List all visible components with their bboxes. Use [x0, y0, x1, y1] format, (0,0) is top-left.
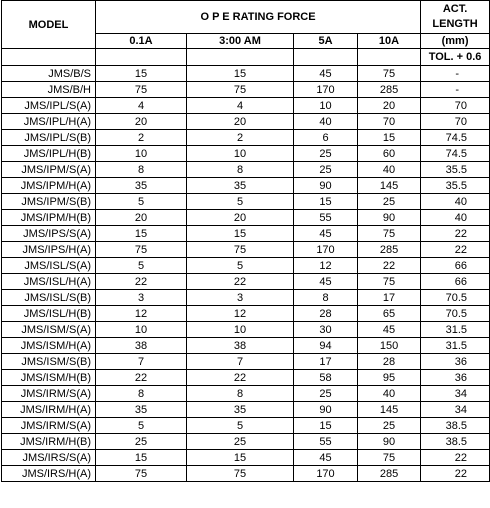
force-3am-cell: 20 — [187, 114, 294, 130]
force-3am-cell: 20 — [187, 210, 294, 226]
act-length-cell: 35.5 — [421, 178, 490, 194]
force-0-1a-cell: 20 — [96, 114, 187, 130]
model-cell: JMS/ISM/S(A) — [2, 322, 96, 338]
model-cell: JMS/IPS/S(A) — [2, 226, 96, 242]
force-10a-cell: 90 — [358, 434, 421, 450]
force-3am-cell: 3 — [187, 290, 294, 306]
force-3am-cell: 38 — [187, 338, 294, 354]
table-row — [2, 210, 490, 226]
table-row — [2, 290, 490, 306]
act-length-cell: 40 — [421, 194, 490, 210]
table-row — [2, 322, 490, 338]
operating-force-table — [1, 0, 490, 482]
force-3am-cell: 22 — [187, 274, 294, 290]
unit-header: (mm) — [421, 34, 490, 49]
force-0-1a-cell: 3 — [96, 290, 187, 306]
force-0-1a-cell: 5 — [96, 258, 187, 274]
force-10a-cell: 40 — [358, 162, 421, 178]
act-length-cell: 31.5 — [421, 322, 490, 338]
force-5a-cell: 58 — [294, 370, 358, 386]
header-row-tolerance — [2, 49, 490, 66]
force-5a-cell: 94 — [294, 338, 358, 354]
force-3am-cell: 5 — [187, 418, 294, 434]
force-10a-cell: 75 — [358, 450, 421, 466]
table-row — [2, 146, 490, 162]
force-10a-cell: 40 — [358, 386, 421, 402]
force-10a-cell: 25 — [358, 194, 421, 210]
model-cell: JMS/IRM/H(B) — [2, 434, 96, 450]
act-length-header: ACT. LENGTH — [421, 1, 490, 34]
table-row — [2, 434, 490, 450]
force-5a-cell: 55 — [294, 434, 358, 450]
force-3am-cell: 75 — [187, 82, 294, 98]
table-body — [2, 1, 490, 482]
force-5a-cell: 170 — [294, 82, 358, 98]
act-length-cell: - — [421, 82, 490, 98]
act-length-cell: 34 — [421, 386, 490, 402]
force-0-1a-cell: 8 — [96, 386, 187, 402]
act-length-cell: 66 — [421, 274, 490, 290]
force-3am-cell: 75 — [187, 466, 294, 482]
table-row — [2, 130, 490, 146]
force-5a-cell: 25 — [294, 146, 358, 162]
table-row — [2, 242, 490, 258]
model-cell: JMS/IRM/S(A) — [2, 386, 96, 402]
force-0-1a-cell: 12 — [96, 306, 187, 322]
act-length-cell: 66 — [421, 258, 490, 274]
act-length-cell: 70 — [421, 114, 490, 130]
force-5a-cell: 90 — [294, 402, 358, 418]
model-cell: JMS/ISL/S(A) — [2, 258, 96, 274]
table-row — [2, 258, 490, 274]
act-length-cell: - — [421, 66, 490, 82]
table-row — [2, 226, 490, 242]
model-cell: JMS/ISM/H(B) — [2, 370, 96, 386]
col-header-5a: 5A — [294, 34, 358, 49]
force-10a-cell: 75 — [358, 226, 421, 242]
force-5a-cell: 45 — [294, 226, 358, 242]
force-5a-cell: 28 — [294, 306, 358, 322]
force-0-1a-cell: 4 — [96, 98, 187, 114]
force-0-1a-cell: 5 — [96, 194, 187, 210]
force-3am-cell: 35 — [187, 402, 294, 418]
force-5a-cell: 55 — [294, 210, 358, 226]
table-row — [2, 450, 490, 466]
force-3am-cell: 12 — [187, 306, 294, 322]
force-10a-cell: 15 — [358, 130, 421, 146]
force-5a-cell: 45 — [294, 274, 358, 290]
model-cell: JMS/IPS/H(A) — [2, 242, 96, 258]
model-cell: JMS/ISL/H(B) — [2, 306, 96, 322]
act-length-cell: 22 — [421, 242, 490, 258]
force-5a-cell: 30 — [294, 322, 358, 338]
model-cell: JMS/ISM/H(A) — [2, 338, 96, 354]
force-10a-cell: 285 — [358, 466, 421, 482]
act-length-cell: 70 — [421, 98, 490, 114]
table-row — [2, 162, 490, 178]
table-row — [2, 178, 490, 194]
force-0-1a-cell: 75 — [96, 242, 187, 258]
force-10a-cell: 45 — [358, 322, 421, 338]
col-header-0-1a: 0.1A — [96, 34, 187, 49]
force-0-1a-cell: 15 — [96, 450, 187, 466]
force-3am-cell: 25 — [187, 434, 294, 450]
force-10a-cell: 90 — [358, 210, 421, 226]
operating-force-header: O P E RATING FORCE — [96, 1, 421, 34]
model-cell: JMS/IPM/S(B) — [2, 194, 96, 210]
blank-cell — [358, 49, 421, 66]
act-length-cell: 34 — [421, 402, 490, 418]
force-0-1a-cell: 22 — [96, 370, 187, 386]
table-row — [2, 82, 490, 98]
force-5a-cell: 25 — [294, 386, 358, 402]
force-5a-cell: 15 — [294, 418, 358, 434]
act-length-cell: 36 — [421, 354, 490, 370]
force-0-1a-cell: 10 — [96, 146, 187, 162]
force-0-1a-cell: 38 — [96, 338, 187, 354]
force-10a-cell: 145 — [358, 178, 421, 194]
force-10a-cell: 22 — [358, 258, 421, 274]
model-cell: JMS/IPL/H(A) — [2, 114, 96, 130]
force-0-1a-cell: 35 — [96, 402, 187, 418]
force-5a-cell: 45 — [294, 66, 358, 82]
force-3am-cell: 75 — [187, 242, 294, 258]
table-row — [2, 338, 490, 354]
col-header-10a: 10A — [358, 34, 421, 49]
table-row — [2, 274, 490, 290]
force-10a-cell: 95 — [358, 370, 421, 386]
model-cell: JMS/IRS/S(A) — [2, 450, 96, 466]
act-length-cell: 36 — [421, 370, 490, 386]
model-cell: JMS/ISL/S(B) — [2, 290, 96, 306]
force-10a-cell: 150 — [358, 338, 421, 354]
act-length-cell: 35.5 — [421, 162, 490, 178]
act-length-cell: 38.5 — [421, 434, 490, 450]
force-0-1a-cell: 75 — [96, 466, 187, 482]
force-3am-cell: 10 — [187, 146, 294, 162]
model-cell: JMS/ISM/S(B) — [2, 354, 96, 370]
act-length-cell: 70.5 — [421, 290, 490, 306]
force-10a-cell: 60 — [358, 146, 421, 162]
force-3am-cell: 15 — [187, 226, 294, 242]
force-10a-cell: 28 — [358, 354, 421, 370]
force-0-1a-cell: 75 — [96, 82, 187, 98]
blank-cell — [96, 49, 187, 66]
force-5a-cell: 6 — [294, 130, 358, 146]
force-0-1a-cell: 25 — [96, 434, 187, 450]
table-row — [2, 370, 490, 386]
model-cell: JMS/IRM/H(A) — [2, 402, 96, 418]
act-length-cell: 22 — [421, 450, 490, 466]
model-cell: JMS/IPL/S(A) — [2, 98, 96, 114]
model-cell: JMS/IPM/H(B) — [2, 210, 96, 226]
force-5a-cell: 25 — [294, 162, 358, 178]
model-cell: JMS/IRM/S(A) — [2, 418, 96, 434]
force-10a-cell: 75 — [358, 66, 421, 82]
act-length-cell: 31.5 — [421, 338, 490, 354]
force-10a-cell: 25 — [358, 418, 421, 434]
table-row — [2, 98, 490, 114]
tolerance-header: TOL. + 0.6 — [421, 49, 490, 66]
force-0-1a-cell: 2 — [96, 130, 187, 146]
force-3am-cell: 5 — [187, 258, 294, 274]
table-row — [2, 66, 490, 82]
model-cell: JMS/IPL/H(B) — [2, 146, 96, 162]
force-0-1a-cell: 20 — [96, 210, 187, 226]
force-3am-cell: 7 — [187, 354, 294, 370]
act-length-cell: 40 — [421, 210, 490, 226]
force-3am-cell: 15 — [187, 450, 294, 466]
table-row — [2, 386, 490, 402]
force-5a-cell: 170 — [294, 242, 358, 258]
force-10a-cell: 20 — [358, 98, 421, 114]
force-10a-cell: 75 — [358, 274, 421, 290]
force-0-1a-cell: 5 — [96, 418, 187, 434]
header-row-top — [2, 1, 490, 34]
table-row — [2, 466, 490, 482]
force-0-1a-cell: 15 — [96, 226, 187, 242]
force-10a-cell: 70 — [358, 114, 421, 130]
force-5a-cell: 8 — [294, 290, 358, 306]
force-5a-cell: 12 — [294, 258, 358, 274]
force-5a-cell: 10 — [294, 98, 358, 114]
force-0-1a-cell: 15 — [96, 66, 187, 82]
force-5a-cell: 90 — [294, 178, 358, 194]
force-3am-cell: 22 — [187, 370, 294, 386]
act-length-cell: 74.5 — [421, 146, 490, 162]
force-0-1a-cell: 22 — [96, 274, 187, 290]
force-10a-cell: 285 — [358, 82, 421, 98]
force-5a-cell: 15 — [294, 194, 358, 210]
table-row — [2, 354, 490, 370]
model-cell: JMS/IPM/S(A) — [2, 162, 96, 178]
blank-cell — [294, 49, 358, 66]
model-cell: JMS/ISL/H(A) — [2, 274, 96, 290]
force-3am-cell: 4 — [187, 98, 294, 114]
force-5a-cell: 170 — [294, 466, 358, 482]
force-3am-cell: 5 — [187, 194, 294, 210]
force-0-1a-cell: 35 — [96, 178, 187, 194]
force-3am-cell: 8 — [187, 162, 294, 178]
force-3am-cell: 8 — [187, 386, 294, 402]
table-row — [2, 306, 490, 322]
force-3am-cell: 35 — [187, 178, 294, 194]
force-3am-cell: 2 — [187, 130, 294, 146]
force-0-1a-cell: 8 — [96, 162, 187, 178]
model-cell: JMS/B/S — [2, 66, 96, 82]
table-row — [2, 418, 490, 434]
model-header: MODEL — [2, 1, 96, 49]
table-row — [2, 114, 490, 130]
model-cell: JMS/IPM/H(A) — [2, 178, 96, 194]
force-5a-cell: 40 — [294, 114, 358, 130]
force-5a-cell: 45 — [294, 450, 358, 466]
force-10a-cell: 145 — [358, 402, 421, 418]
act-length-cell: 70.5 — [421, 306, 490, 322]
force-5a-cell: 17 — [294, 354, 358, 370]
model-cell: JMS/B/H — [2, 82, 96, 98]
force-0-1a-cell: 7 — [96, 354, 187, 370]
force-3am-cell: 10 — [187, 322, 294, 338]
table-row — [2, 402, 490, 418]
force-10a-cell: 17 — [358, 290, 421, 306]
model-cell: JMS/IRS/H(A) — [2, 466, 96, 482]
force-0-1a-cell: 10 — [96, 322, 187, 338]
act-length-cell: 74.5 — [421, 130, 490, 146]
act-length-cell: 22 — [421, 226, 490, 242]
blank-cell — [2, 49, 96, 66]
force-10a-cell: 285 — [358, 242, 421, 258]
table-row — [2, 194, 490, 210]
force-3am-cell: 15 — [187, 66, 294, 82]
model-cell: JMS/IPL/S(B) — [2, 130, 96, 146]
force-10a-cell: 65 — [358, 306, 421, 322]
blank-cell — [187, 49, 294, 66]
act-length-cell: 38.5 — [421, 418, 490, 434]
col-header-3am: 3:00 AM — [187, 34, 294, 49]
act-length-cell: 22 — [421, 466, 490, 482]
